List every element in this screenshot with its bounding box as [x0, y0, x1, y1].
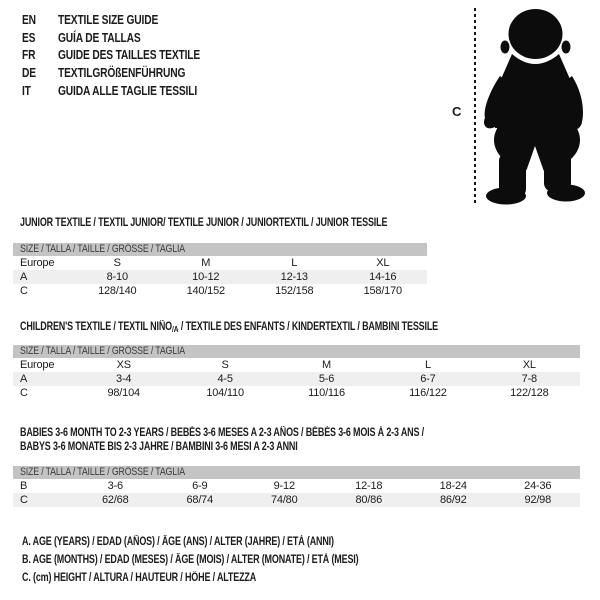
- row-label: C: [20, 387, 28, 399]
- legend-line-b: B. AGE (MONTHS) / EDAD (MESES) / ÂGE (MOIS) / ALTER (MONATE) / ETÀ (MESI): [22, 554, 359, 567]
- children-title-text: / TEXTILE DES ENFANTS / KINDERTEXTIL / BAMBINI TESSILE: [178, 321, 438, 333]
- legend-line-a: A. AGE (YEARS) / EDAD (AÑOS) / ÂGE (ANS) / ALTER (JAHRE) / ETÀ (ANNI): [22, 536, 334, 548]
- children-title-text: CHILDREN'S TEXTILE / TEXTIL NIÑO: [20, 321, 172, 333]
- measurement-legend: [22, 536, 453, 591]
- language-code: FR: [22, 48, 36, 63]
- table-cell: 152/158: [275, 285, 314, 297]
- table-cell: 4-5: [217, 373, 233, 385]
- babies-size-table: [13, 479, 580, 507]
- row-label: C: [20, 494, 28, 506]
- table-cell: 7-8: [521, 373, 537, 385]
- children-title-subscript: /A: [171, 324, 179, 334]
- table-cell: 116/122: [409, 387, 447, 399]
- language-row: [22, 29, 231, 47]
- table-row: [13, 358, 580, 372]
- table-cell: 158/170: [363, 285, 402, 297]
- silhouette-head: [509, 9, 563, 59]
- table-cell: 68/74: [186, 494, 214, 506]
- table-cell: S: [113, 257, 121, 269]
- table-row: [13, 479, 580, 493]
- silhouette-left-foot: [486, 188, 526, 205]
- children-size-table: [13, 358, 580, 400]
- row-label: C: [20, 285, 28, 297]
- table-row: [13, 284, 427, 298]
- table-cell: L: [291, 257, 298, 269]
- table-cell: 86/92: [439, 494, 467, 506]
- table-row: [13, 256, 427, 270]
- table-cell: L: [424, 359, 431, 371]
- toddler-silhouette-icon: [478, 6, 598, 208]
- size-header-label: SIZE / TALLA / TAILLE / GRÖSSE / TAGLIA: [20, 466, 185, 478]
- language-row: [22, 82, 231, 100]
- babies-title-line1: BABIES 3-6 MONTH TO 2-3 YEARS / BEBÉS 3-6 MESES A 2-3 AÑOS / BÉBÉS 3-6 MOIS À 2-3 ANS /: [20, 427, 424, 439]
- silhouette-ear: [562, 41, 571, 54]
- table-cell: XL: [522, 359, 536, 371]
- language-label: GUÍA DE TALLAS: [58, 30, 141, 45]
- table-cell: 128/140: [98, 285, 137, 297]
- table-cell: S: [221, 359, 229, 371]
- language-row: [22, 11, 231, 29]
- table-cell: 3-6: [107, 480, 123, 492]
- table-row: [13, 372, 580, 386]
- silhouette-ear: [501, 41, 510, 54]
- language-row: [22, 64, 231, 82]
- language-code: ES: [22, 30, 36, 45]
- table-row: [13, 493, 580, 507]
- table-cell: 6-7: [420, 373, 436, 385]
- table-cell: 110/116: [308, 387, 345, 399]
- size-header-label: SIZE / TALLA / TAILLE / GRÖSSE / TAGLIA: [20, 345, 185, 357]
- table-cell: 140/152: [186, 285, 225, 297]
- table-cell: 3-4: [116, 373, 132, 385]
- table-cell: 12-18: [355, 480, 383, 492]
- table-row: [13, 270, 427, 284]
- table-row: [13, 386, 580, 400]
- children-section-title: [20, 320, 438, 336]
- language-label: GUIDA ALLE TAGLIE TESSILI: [58, 84, 198, 99]
- children-size-header-bar: [13, 345, 580, 358]
- table-cell: 74/80: [270, 494, 298, 506]
- row-label: A: [20, 271, 28, 283]
- row-label: Europe: [20, 359, 55, 371]
- language-code: IT: [22, 84, 31, 99]
- junior-section-title: JUNIOR TEXTILE / TEXTIL JUNIOR/ TEXTILE JUNIOR / JUNIORTEXTIL / JUNIOR TESSILE: [20, 217, 388, 229]
- language-label: TEXTILE SIZE GUIDE: [58, 12, 159, 27]
- table-cell: XL: [376, 257, 390, 269]
- table-cell: M: [322, 359, 331, 371]
- language-label: GUIDE DES TAILLES TEXTILE: [58, 48, 201, 63]
- table-cell: 12-13: [280, 271, 308, 283]
- junior-size-table: [13, 256, 427, 298]
- silhouette-right-foot: [547, 185, 585, 202]
- table-cell: 80/86: [355, 494, 383, 506]
- table-cell: 62/68: [101, 494, 129, 506]
- table-cell: 104/110: [206, 387, 244, 399]
- babies-section-title: [20, 426, 424, 454]
- row-label: A: [20, 373, 28, 385]
- language-label: TEXTILGRÖßENFÜHRUNG: [58, 66, 186, 81]
- language-code: DE: [22, 66, 36, 81]
- table-cell: 24-36: [524, 480, 552, 492]
- height-measure-label: C: [452, 104, 462, 119]
- table-cell: 122/128: [510, 387, 549, 399]
- language-row: [22, 47, 231, 65]
- table-cell: XS: [116, 359, 131, 371]
- table-cell: 5-6: [318, 373, 335, 385]
- table-cell: 98/104: [107, 387, 140, 399]
- table-cell: 18-24: [439, 480, 467, 492]
- row-label: Europe: [20, 257, 55, 269]
- babies-title-line2: BABYS 3-6 MONATE BIS 2-3 JAHRE / BAMBINI 3-6 MESI A 2-3 ANNI: [20, 441, 298, 453]
- babies-size-header-bar: [13, 466, 580, 479]
- row-label: B: [20, 480, 28, 492]
- table-cell: 92/98: [524, 494, 552, 506]
- junior-size-header-bar: [13, 243, 427, 256]
- table-cell: 6-9: [192, 480, 208, 492]
- language-list: [22, 11, 231, 100]
- table-cell: 8-10: [106, 271, 128, 283]
- table-cell: 10-12: [192, 271, 220, 283]
- table-cell: M: [201, 257, 211, 269]
- height-measure-dashed-line: [474, 8, 476, 206]
- table-cell: 9-12: [273, 480, 295, 492]
- legend-line-c: C. (cm) HEIGHT / ALTURA / HAUTEUR / HÖHE / ALTEZZA: [22, 572, 257, 585]
- language-code: EN: [22, 12, 36, 27]
- table-cell: 14-16: [369, 271, 397, 283]
- size-header-label: SIZE / TALLA / TAILLE / GRÖSSE / TAGLIA: [20, 243, 185, 255]
